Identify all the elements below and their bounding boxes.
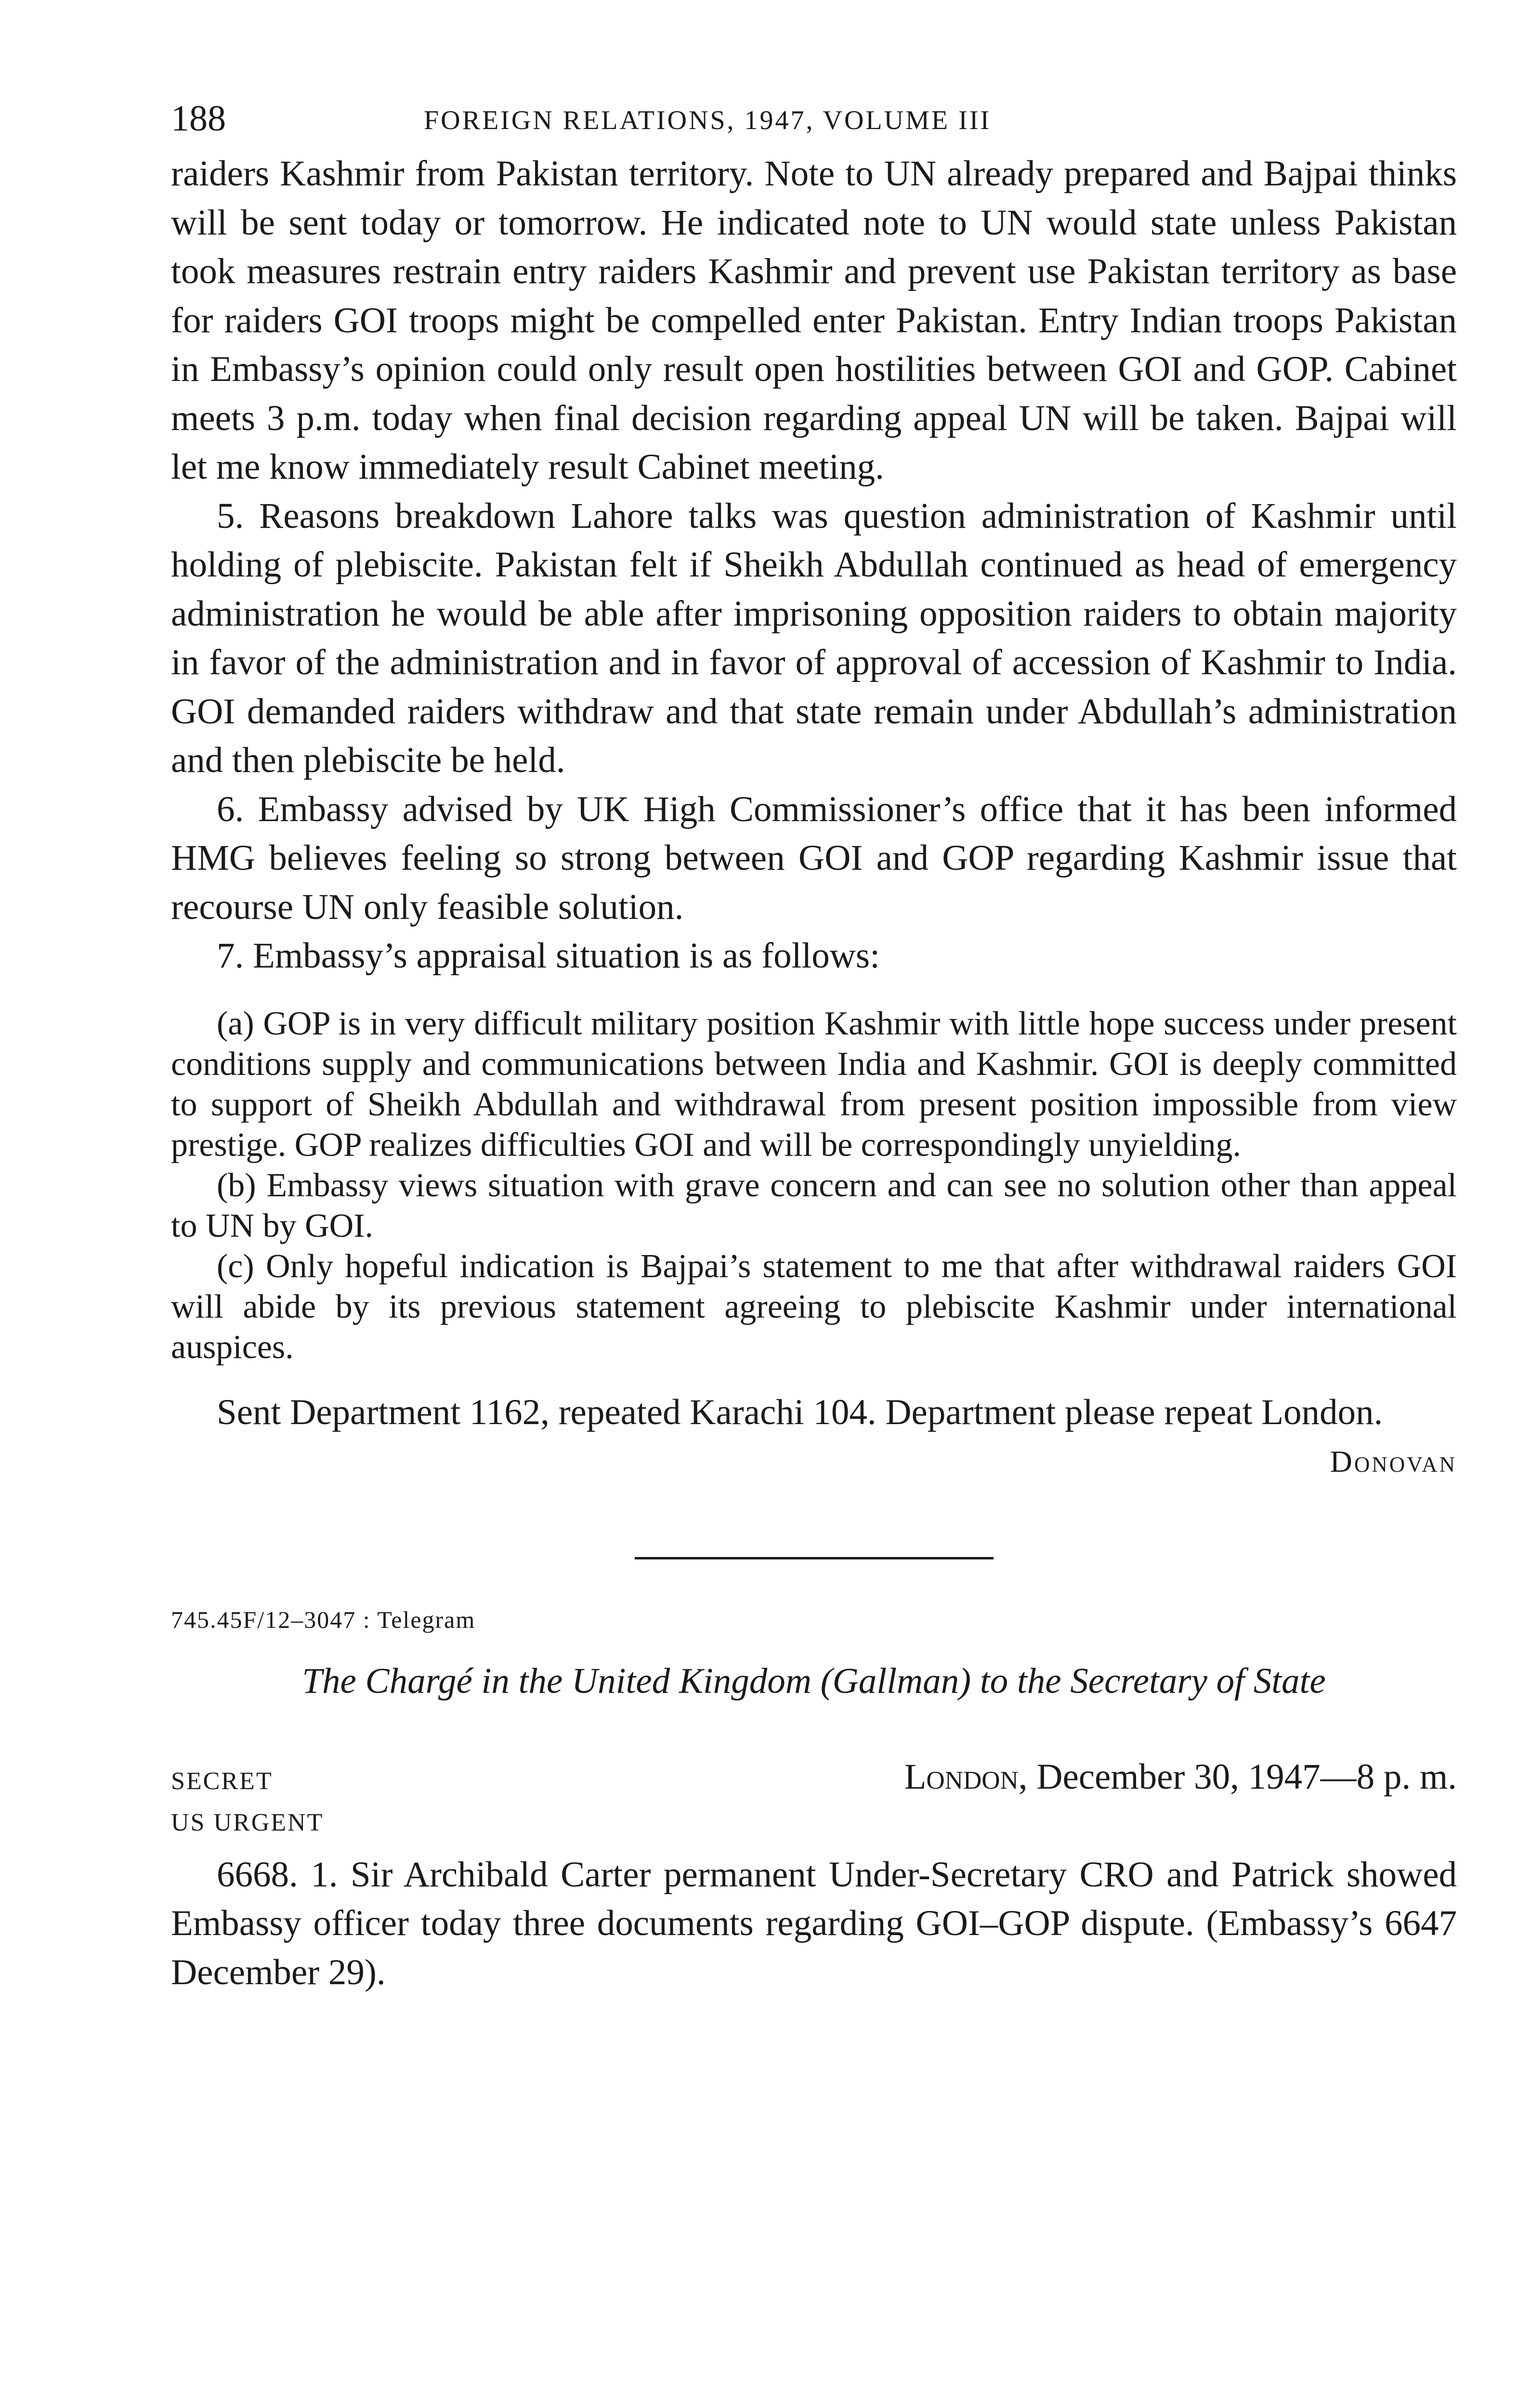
telegram-header: [171, 1756, 1457, 1803]
priority-label: US URGENT: [171, 1809, 324, 1836]
file-reference: 745.45F/12–3047 : Telegram: [171, 1606, 476, 1633]
paragraph-5: 5. Reasons breakdown Lahore talks was question administration of Kashmir until holding of plebiscite. Pakistan felt if Sheikh Abdullah continued as head of emergency administration he would be able after imprisoning opposition raiders to obtain majority in favor of the administration and in favor of approval of accession of Kashmir to India. GOI demanded raiders withdraw and that state remain under Abdullah’s administration and then plebiscite be held.: [171, 496, 1457, 780]
page-number: 188: [171, 98, 226, 139]
subitem-b: (b) Embassy views situation with grave concern and can see no solution other than appeal to UN by GOI.: [171, 1166, 1457, 1244]
telegram-paragraph-1: 6668. 1. Sir Archibald Carter permanent Under-Secretary CRO and Patrick showed Embassy officer today three documents regarding GOI–GOP dispute. (Embassy’s 6647 December 29).: [171, 1854, 1457, 1992]
subitem-c: (c) Only hopeful indication is Bajpai’s statement to me that after withdrawal raiders GOI will abide by its previous statement agreeing to plebiscite Kashmir under international auspices.: [171, 1247, 1457, 1366]
dateline-place: London: [904, 1757, 1019, 1797]
subitem-a: (a) GOP is in very difficult military position Kashmir with little hope success under present conditions supply and communications between India and Kashmir. GOI is deeply committed to support of Sheikh Abdullah and withdrawal from present position impossible from view prestige. GOP realizes difficulties GOI and will be correspondingly unyielding.: [171, 1005, 1457, 1164]
running-head: [171, 92, 1457, 149]
dateline-date: , December 30, 1947—8 p. m.: [1018, 1757, 1457, 1797]
document-page: [171, 92, 1457, 1997]
dateline: [904, 1756, 1457, 1798]
paragraph-6: 6. Embassy advised by UK High Commissioner’s office that it has been informed HMG believes feeling so strong between GOI and GOP regarding Kashmir issue that recourse UN only feasible solution.: [171, 789, 1457, 927]
sent-line: Sent Department 1162, repeated Karachi 104. Department please repeat London.: [217, 1392, 1383, 1432]
classification-label: SECRET: [171, 1767, 273, 1795]
appraisal-subitems: [171, 1004, 1457, 1368]
signature-donovan: Donovan: [1330, 1444, 1457, 1479]
document-title: The Chargé in the United Kingdom (Gallman) to the Secretary of State: [302, 1661, 1326, 1701]
paragraph-7: 7. Embassy’s appraisal situation is as follows:: [217, 936, 880, 976]
section-divider: [635, 1557, 994, 1559]
running-title: FOREIGN RELATIONS, 1947, VOLUME III: [424, 105, 992, 135]
paragraph-4-continuation: raiders Kashmir from Pakistan territory. Note to UN already prepared and Bajpai thinks will be sent today or tomorrow. He indicated note to UN would state unless Pakistan took measures restrain entry raiders Kashmir and prevent use Pakistan territory as base for raiders GOI troops might be compelled enter Pakistan. Entry Indian troops Pakistan in Embassy’s opinion could only result open hostilities between GOI and GOP. Cabinet meets 3 p.m. today when final decision regarding appeal UN will be taken. Bajpai will let me know immediately result Cabinet meeting.: [171, 154, 1457, 487]
